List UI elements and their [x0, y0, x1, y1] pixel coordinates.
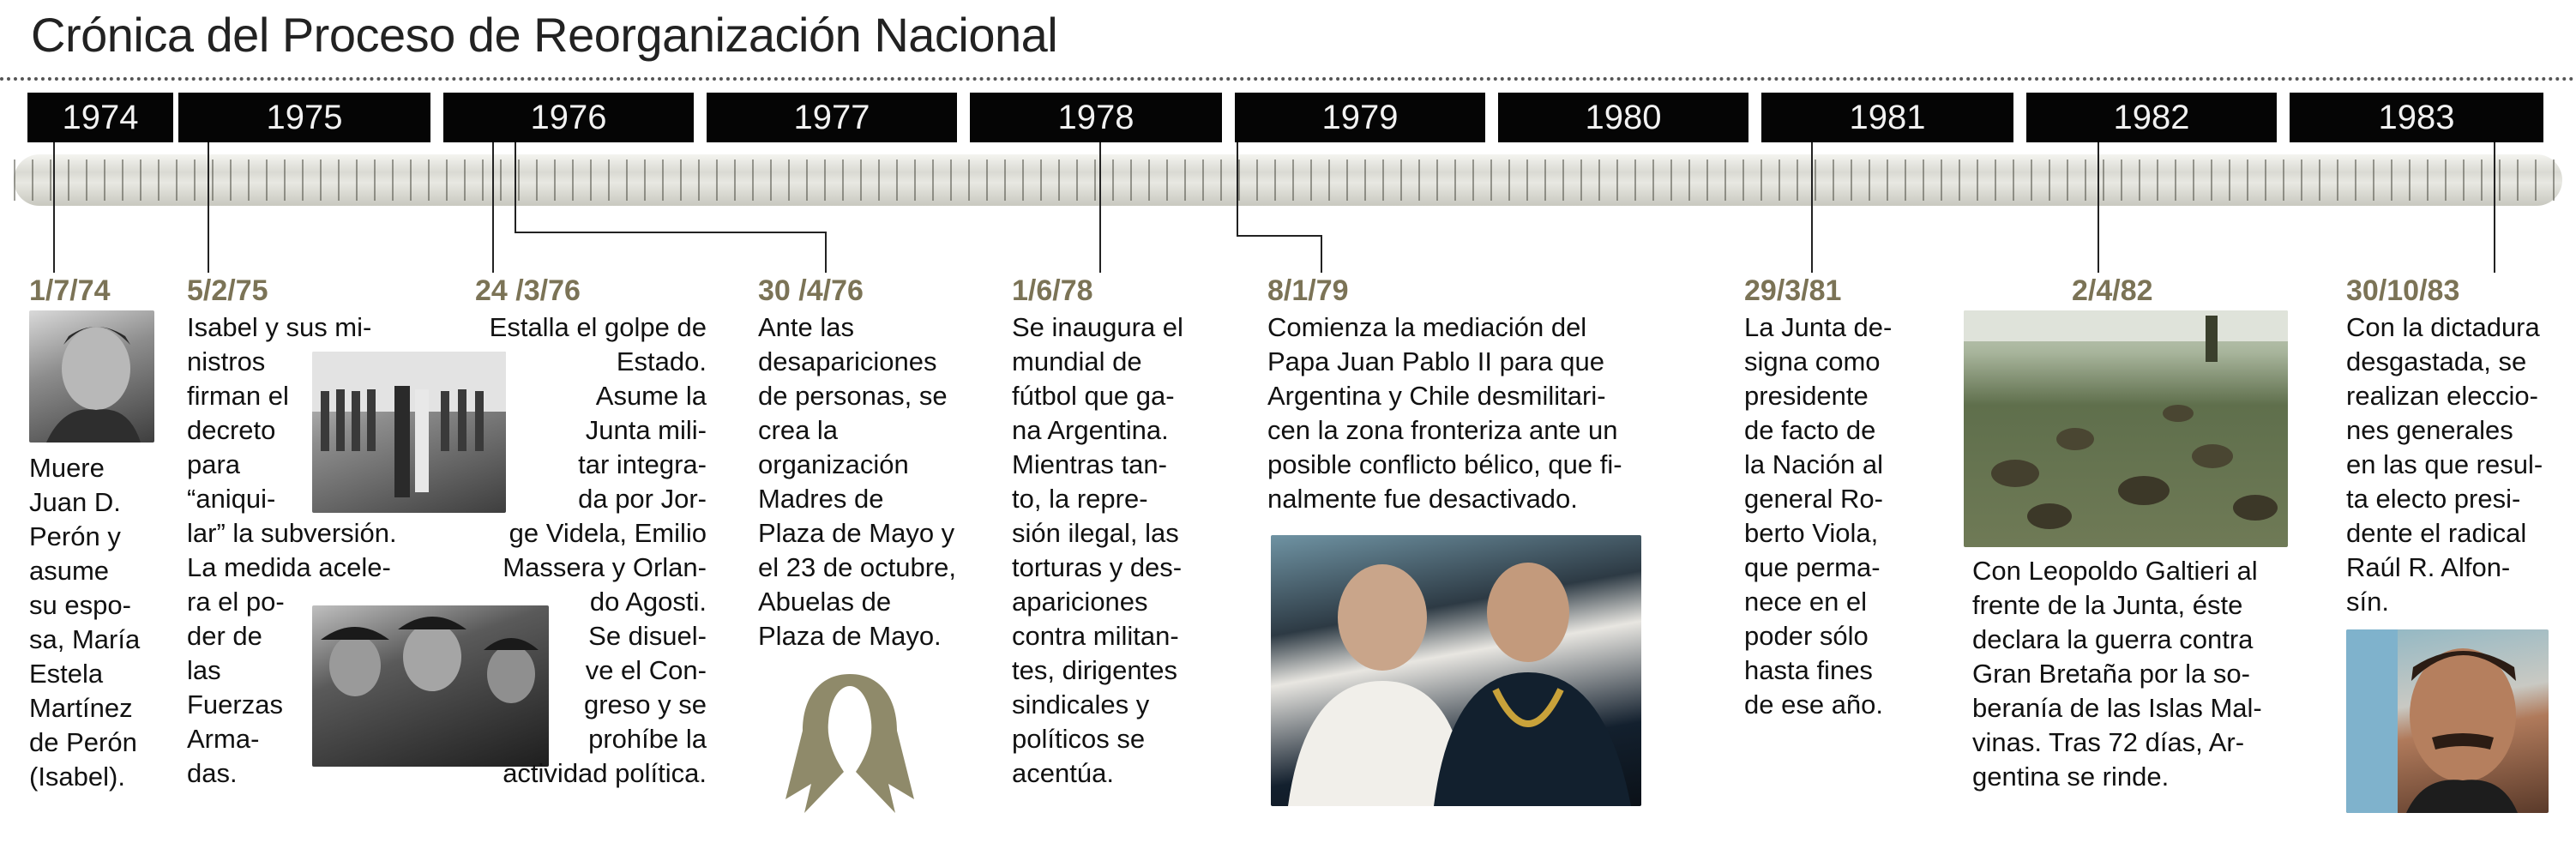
connector-1976-horizontal	[515, 232, 827, 233]
event-line: beranía de las Islas Mal-	[1972, 693, 2262, 723]
event-text	[758, 310, 1015, 653]
event-line: ge Videla, Emilio	[509, 518, 707, 548]
year-label-1975: 1975	[178, 93, 430, 142]
event-line: Se disuel-	[588, 621, 707, 651]
event-line: Comienza la mediación del	[1267, 312, 1587, 342]
event-line: actividad política.	[503, 758, 707, 788]
event-text	[1744, 310, 1924, 722]
connector-1982	[2098, 142, 2099, 273]
year-label-1976: 1976	[443, 93, 694, 142]
photo-pinochet-videla	[1271, 535, 1641, 806]
photo-malvinas-helmets	[1964, 310, 2288, 547]
event-line: Asume la	[595, 381, 707, 411]
event-line: Plaza de Mayo.	[758, 621, 942, 651]
event-line: “aniqui-	[187, 484, 276, 514]
event-line: Plaza de Mayo y	[758, 518, 955, 548]
year-label-1980: 1980	[1498, 93, 1748, 142]
connector-1978	[1099, 142, 1101, 273]
event-line: Arma-	[187, 724, 260, 754]
event-line: en las que resul-	[2346, 449, 2543, 479]
event-line: Estado.	[616, 346, 707, 376]
event-date: 1/6/78	[1012, 274, 1093, 307]
event-line: la Nación al	[1744, 449, 1883, 479]
year-label-1982: 1982	[2026, 93, 2277, 142]
event-line: La Junta de-	[1744, 312, 1893, 342]
event-line: Gran Bretaña por la so-	[1972, 659, 2250, 689]
connector-1979-a	[1237, 142, 1238, 237]
event-line: sín.	[2346, 587, 2389, 617]
event-line: nalmente fue desactivado.	[1267, 484, 1578, 514]
event-line: sión ilegal, las	[1012, 518, 1179, 548]
event-date: 30/10/83	[2346, 274, 2460, 307]
event-date: 5/2/75	[187, 274, 268, 307]
connector-1979-horizontal	[1237, 235, 1322, 237]
event-date: 8/1/79	[1267, 274, 1349, 307]
event-line: Massera y Orlan-	[503, 552, 707, 582]
event-line: Estela	[29, 659, 104, 689]
event-line: posible conflicto bélico, que fi-	[1267, 449, 1622, 479]
connector-1981	[1811, 142, 1813, 273]
event-line: Mientras tan-	[1012, 449, 1167, 479]
event-line: na Argentina.	[1012, 415, 1169, 445]
event-line: (Isabel).	[29, 762, 125, 792]
event-line: La medida acele-	[187, 552, 391, 582]
event-line: Papa Juan Pablo II para que	[1267, 346, 1604, 376]
event-line: nistros	[187, 346, 266, 376]
event-line: crea la	[758, 415, 839, 445]
event-line: do Agosti.	[589, 587, 707, 617]
event-line: apariciones	[1012, 587, 1148, 617]
event-line: para	[187, 449, 241, 479]
event-line: ve el Con-	[585, 655, 707, 685]
event-line: ta electo presi-	[2346, 484, 2521, 514]
page-title: Crónica del Proceso de Reorganización Nacional	[31, 8, 1058, 62]
event-line: Estalla el golpe de	[489, 312, 707, 342]
timeline-ticks	[14, 160, 2562, 201]
event-line: tar integra-	[578, 449, 707, 479]
event-line: tes, dirigentes	[1012, 655, 1177, 685]
event-line: berto Viola,	[1744, 518, 1879, 548]
event-line: da por Jor-	[578, 484, 707, 514]
title-divider	[0, 77, 2576, 81]
event-line: decreto	[187, 415, 276, 445]
event-line: torturas y des-	[1012, 552, 1183, 582]
event-line: das.	[187, 758, 238, 788]
event-line: Madres de	[758, 484, 884, 514]
event-line: Fuerzas	[187, 689, 283, 720]
event-text	[1012, 310, 1226, 791]
event-line: general Ro-	[1744, 484, 1883, 514]
event-line: cen la zona fronteriza ante un	[1267, 415, 1618, 445]
year-label-1974: 1974	[27, 93, 173, 142]
event-line: el 23 de octubre,	[758, 552, 956, 582]
event-line: dente el radical	[2346, 518, 2527, 548]
event-line: desgastada, se	[2346, 346, 2527, 376]
event-line: Se inaugura el	[1012, 312, 1183, 342]
connector-1974	[53, 142, 55, 273]
event-date: 29/3/81	[1744, 274, 1842, 307]
event-date: 1/7/74	[29, 274, 111, 307]
event-line: Muere	[29, 453, 105, 483]
event-text	[475, 310, 707, 791]
event-line: Raúl R. Alfon-	[2346, 552, 2511, 582]
event-line: de facto de	[1744, 415, 1876, 445]
event-line: Perón y	[29, 521, 121, 551]
event-line: asume	[29, 556, 110, 586]
photo-alfonsin	[2346, 629, 2549, 813]
event-line: declara la guerra contra	[1972, 624, 2254, 654]
connector-1976-a	[492, 142, 494, 273]
event-line: que perma-	[1744, 552, 1881, 582]
event-line: gentina se rinde.	[1972, 762, 2170, 792]
event-text	[2346, 310, 2561, 619]
event-line: signa como	[1744, 346, 1881, 376]
year-label-1979: 1979	[1235, 93, 1485, 142]
event-line: de Perón	[29, 727, 137, 757]
event-line: de ese año.	[1744, 689, 1884, 720]
event-line: acentúa.	[1012, 758, 1114, 788]
event-line: lar” la subversión.	[187, 518, 397, 548]
event-line: vinas. Tras 72 días, Ar-	[1972, 727, 2245, 757]
event-line: sindicales y	[1012, 689, 1150, 720]
event-line: ra el po-	[187, 587, 285, 617]
event-line: Abuelas de	[758, 587, 892, 617]
event-line: las	[187, 655, 221, 685]
event-date: 30 /4/76	[758, 274, 864, 307]
event-line: Argentina y Chile desmilitari-	[1267, 381, 1606, 411]
event-line: mundial de	[1012, 346, 1142, 376]
event-line: fútbol que ga-	[1012, 381, 1175, 411]
event-line: contra militan-	[1012, 621, 1179, 651]
event-line: poder sólo	[1744, 621, 1869, 651]
event-line: Con la dictadura	[2346, 312, 2540, 342]
connector-1976-c	[825, 232, 827, 273]
event-line: su espo-	[29, 590, 131, 620]
event-line: de personas, se	[758, 381, 948, 411]
event-date: 24 /3/76	[475, 274, 581, 307]
event-line: greso y se	[583, 689, 707, 720]
event-line: Junta mili-	[585, 415, 707, 445]
event-line: Juan D.	[29, 487, 121, 517]
event-line: políticos se	[1012, 724, 1146, 754]
event-line: frente de la Junta, éste	[1972, 590, 2243, 620]
event-line: Con Leopoldo Galtieri al	[1972, 556, 2258, 586]
connector-1979-b	[1321, 235, 1322, 273]
event-text	[29, 451, 166, 794]
connector-1976-b	[515, 142, 516, 233]
connector-1975	[208, 142, 209, 273]
year-label-1983: 1983	[2290, 93, 2543, 142]
year-label-1981: 1981	[1761, 93, 2013, 142]
event-text	[1267, 310, 1662, 516]
white-kerchief-icon	[777, 671, 923, 818]
connector-1983	[2494, 142, 2495, 273]
event-line: Martínez	[29, 693, 133, 723]
event-line: realizan eleccio-	[2346, 381, 2538, 411]
event-line: to, la repre-	[1012, 484, 1148, 514]
event-line: nes generales	[2346, 415, 2513, 445]
event-text	[1972, 554, 2298, 794]
event-line: der de	[187, 621, 262, 651]
event-line: nece en el	[1744, 587, 1868, 617]
event-line: sa, María	[29, 624, 141, 654]
event-line: Isabel y sus mi-	[187, 312, 372, 342]
event-line: hasta fines	[1744, 655, 1873, 685]
event-line: prohíbe la	[588, 724, 707, 754]
photo-peron	[29, 310, 154, 443]
year-label-1977: 1977	[707, 93, 957, 142]
event-line: firman el	[187, 381, 289, 411]
event-line: desapariciones	[758, 346, 937, 376]
event-line: presidente	[1744, 381, 1869, 411]
event-line: Ante las	[758, 312, 855, 342]
event-date: 2/4/82	[2072, 274, 2153, 307]
year-label-1978: 1978	[970, 93, 1222, 142]
event-line: organización	[758, 449, 909, 479]
